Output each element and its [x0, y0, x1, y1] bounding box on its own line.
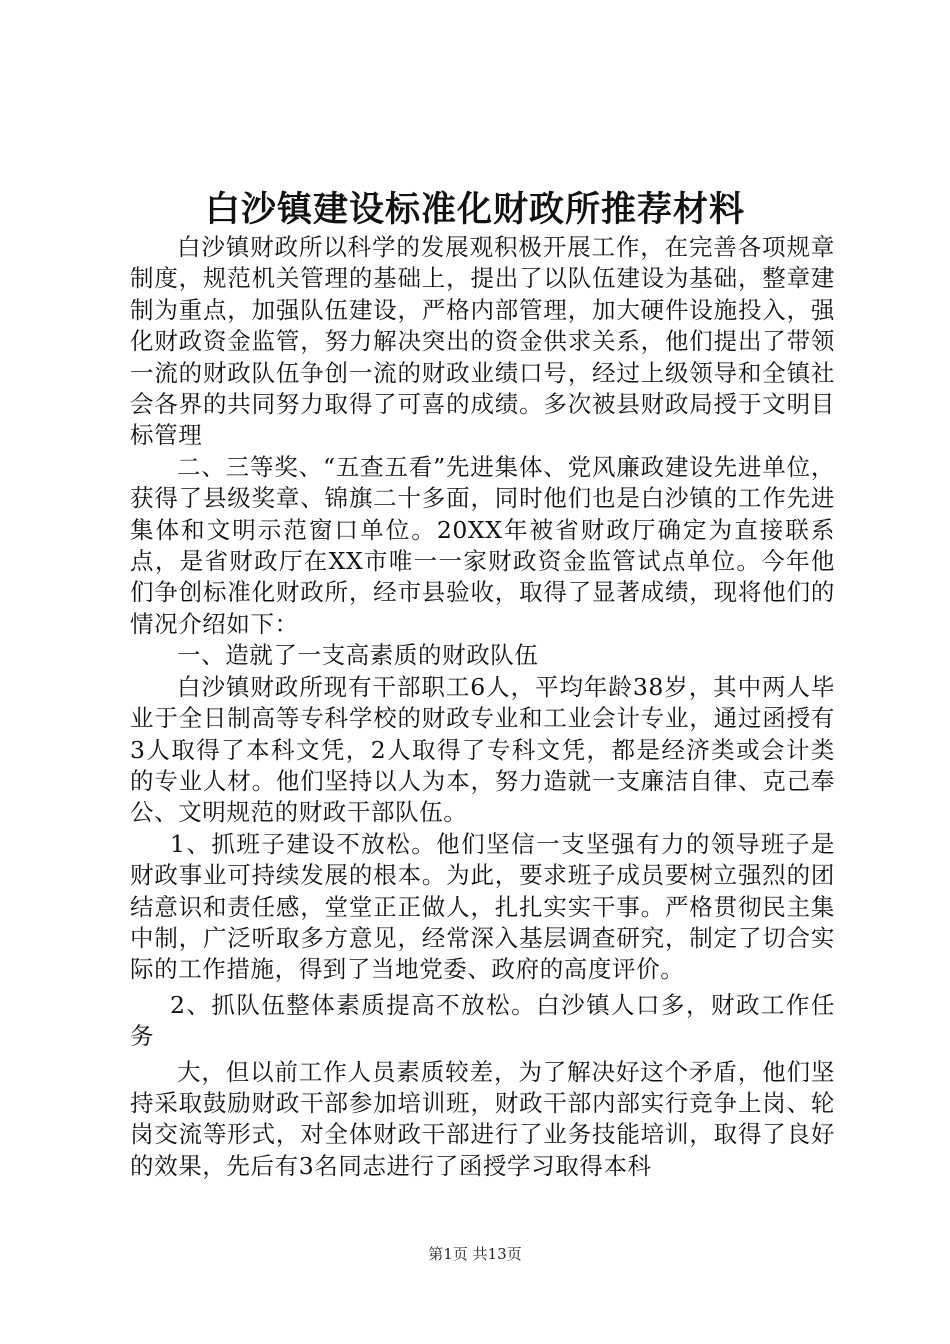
page-number: 第1页 共13页 [428, 1245, 522, 1263]
paragraph-training: 大，但以前工作人员素质较差，为了解决好这个矛盾，他们坚持采取鼓励财政干部参加培训班，财政干部内部实行竞争上岗、轮岗交流等形式，对全体财政干部进行了业务技能培训，取得了良好的效果，先后有3名同志进行了函授学习取得本科 [130, 1057, 835, 1180]
paragraph-leadership: 1、抓班子建设不放松。他们坚信一支坚强有力的领导班子是财政事业可持续发展的根本。为此，要求班子成员要树立强烈的团结意识和责任感，堂堂正正做人，扎扎实实干事。严格贯彻民主集中制，广泛听取多方意见，经常深入基层调查研究，制定了切合实际的工作措施，得到了当地党委、政府的高度评价。 [130, 829, 835, 984]
paragraph-intro: 白沙镇财政所以科学的发展观积极开展工作，在完善各项规章制度，规范机关管理的基础上，提出了以队伍建设为基础，整章建制为重点，加强队伍建设，严格内部管理，加大硬件设施投入，强化财政资金监管，努力解决突出的资金供求关系，他们提出了带领一流的财政队伍争创一流的财政业绩口号，经过上级领导和全镇社会各界的共同努力取得了可喜的成绩。多次被县财政局授于文明目标管理 [130, 233, 835, 450]
paragraph-staff: 白沙镇财政所现有干部职工6人，平均年龄38岁，其中两人毕业于全日制高等专科学校的财政专业和工业会计专业，通过函授有3人取得了本科文凭，2人取得了专科文凭，都是经济类或会计类的专业人材。他们坚持以人为本，努力造就一支廉洁自律、克己奉公、文明规范的财政干部队伍。 [130, 672, 835, 827]
paragraph-awards: 二、三等奖、“五查五看”先进集体、党风廉政建设先进单位，获得了县级奖章、锦旗二十多面，同时他们也是白沙镇的工作先进集体和文明示范窗口单位。20XX年被省财政厅确定为直接联系点，是省财政厅在XX市唯一一家财政资金监管试点单位。今年他们争创标准化财政所，经市县验收，取得了显著成绩，现将他们的情况介绍如下： [130, 452, 835, 638]
paragraph-quality: 2、抓队伍整体素质提高不放松。白沙镇人口多，财政工作任务 [130, 990, 835, 1051]
section-heading-team: 一、造就了一支高素质的财政队伍 [177, 641, 539, 670]
document-title: 白沙镇建设标准化财政所推荐材料 [204, 189, 745, 230]
document-body [130, 232, 835, 1182]
